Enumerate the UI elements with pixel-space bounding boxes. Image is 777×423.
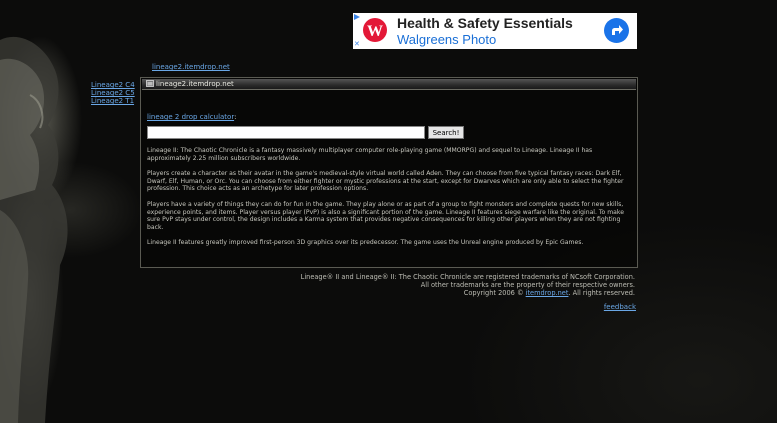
panel-titlebar [142,79,636,90]
svg-text:W: W [367,23,383,40]
search-input[interactable] [147,126,425,139]
sidebar-item-lineage2-c5[interactable]: Lineage2 C5 [91,89,135,97]
legal-notice [301,273,635,297]
main-panel [140,77,638,268]
panel-title: lineage2.itemdrop.net [156,80,234,88]
copyright-prefix: Copyright 2006 © [463,289,526,297]
ad-banner[interactable] [353,13,637,49]
feedback-link[interactable]: feedback [603,303,636,311]
copyright-site-link[interactable]: itemdrop.net [525,289,569,297]
ad-headline[interactable]: Health & Safety Essentials [397,15,573,31]
other-trademarks-line: All other trademarks are the property of their respective owners. [420,281,635,289]
calculator-link-row [147,113,236,121]
copyright-line [301,289,635,297]
window-icon [146,80,154,87]
trademark-line: Lineage® II and Lineage® II: The Chaotic Chronicle are registered trademarks of NCsoft Corporation. [300,273,635,281]
background-character-figure [0,0,110,423]
sidebar-item-lineage2-t1[interactable]: Lineage2 T1 [91,97,135,105]
arrow-right-icon [604,18,629,43]
walgreens-w-logo [362,17,388,43]
races-paragraph: Players create a character as their avatar in the game's medieval-style virtual world called Aden. They can choose from five typical fantasy races: Dark Elf, Dwarf, Elf, Human, or Orc. You can choose from either fighter or mystic professions at the start, except for Dwarves which are only able to select the fighter profession. This choice acts as an archetype for later profession options. [147,170,624,193]
drop-calculator-link[interactable]: lineage 2 drop calculator [147,113,235,121]
search-button[interactable]: Search! [428,126,464,139]
ad-subtitle[interactable]: Walgreens Photo [397,32,497,47]
copyright-suffix: . All rights reserved. [568,289,635,297]
gameplay-paragraph: Players have a variety of things they can do for fun in the game. They play alone or as part of a group to fight monsters and complete quests for new skills, experience points, and items. Player versus player (PvP) is also a significant portion of the game. Lineage II features siege warfare like the original. To make sure PvP stays under control, the design includes a Karma system that provides negative consequences for killing other players when they are not fighting back. [147,201,624,231]
ad-go-button[interactable] [604,18,629,43]
calculator-colon: : [234,113,237,121]
ad-close-icon[interactable]: ✕ [354,40,360,48]
sidebar-nav [91,81,135,105]
sidebar-item-lineage2-c4[interactable]: Lineage2 C4 [91,81,135,89]
intro-paragraph: Lineage II: The Chaotic Chronicle is a fantasy massively multiplayer computer role-playing game (MMORPG) and sequel to Lineage. Lineage II has approximately 2.25 million subscribers worldwide. [147,147,593,162]
graphics-paragraph: Lineage II features greatly improved first-person 3D graphics over its predecessor. The game uses the Unreal engine produced by Epic Games. [147,239,584,246]
ad-choices-icon[interactable] [354,14,360,20]
site-header-link[interactable]: lineage2.itemdrop.net [152,63,230,71]
